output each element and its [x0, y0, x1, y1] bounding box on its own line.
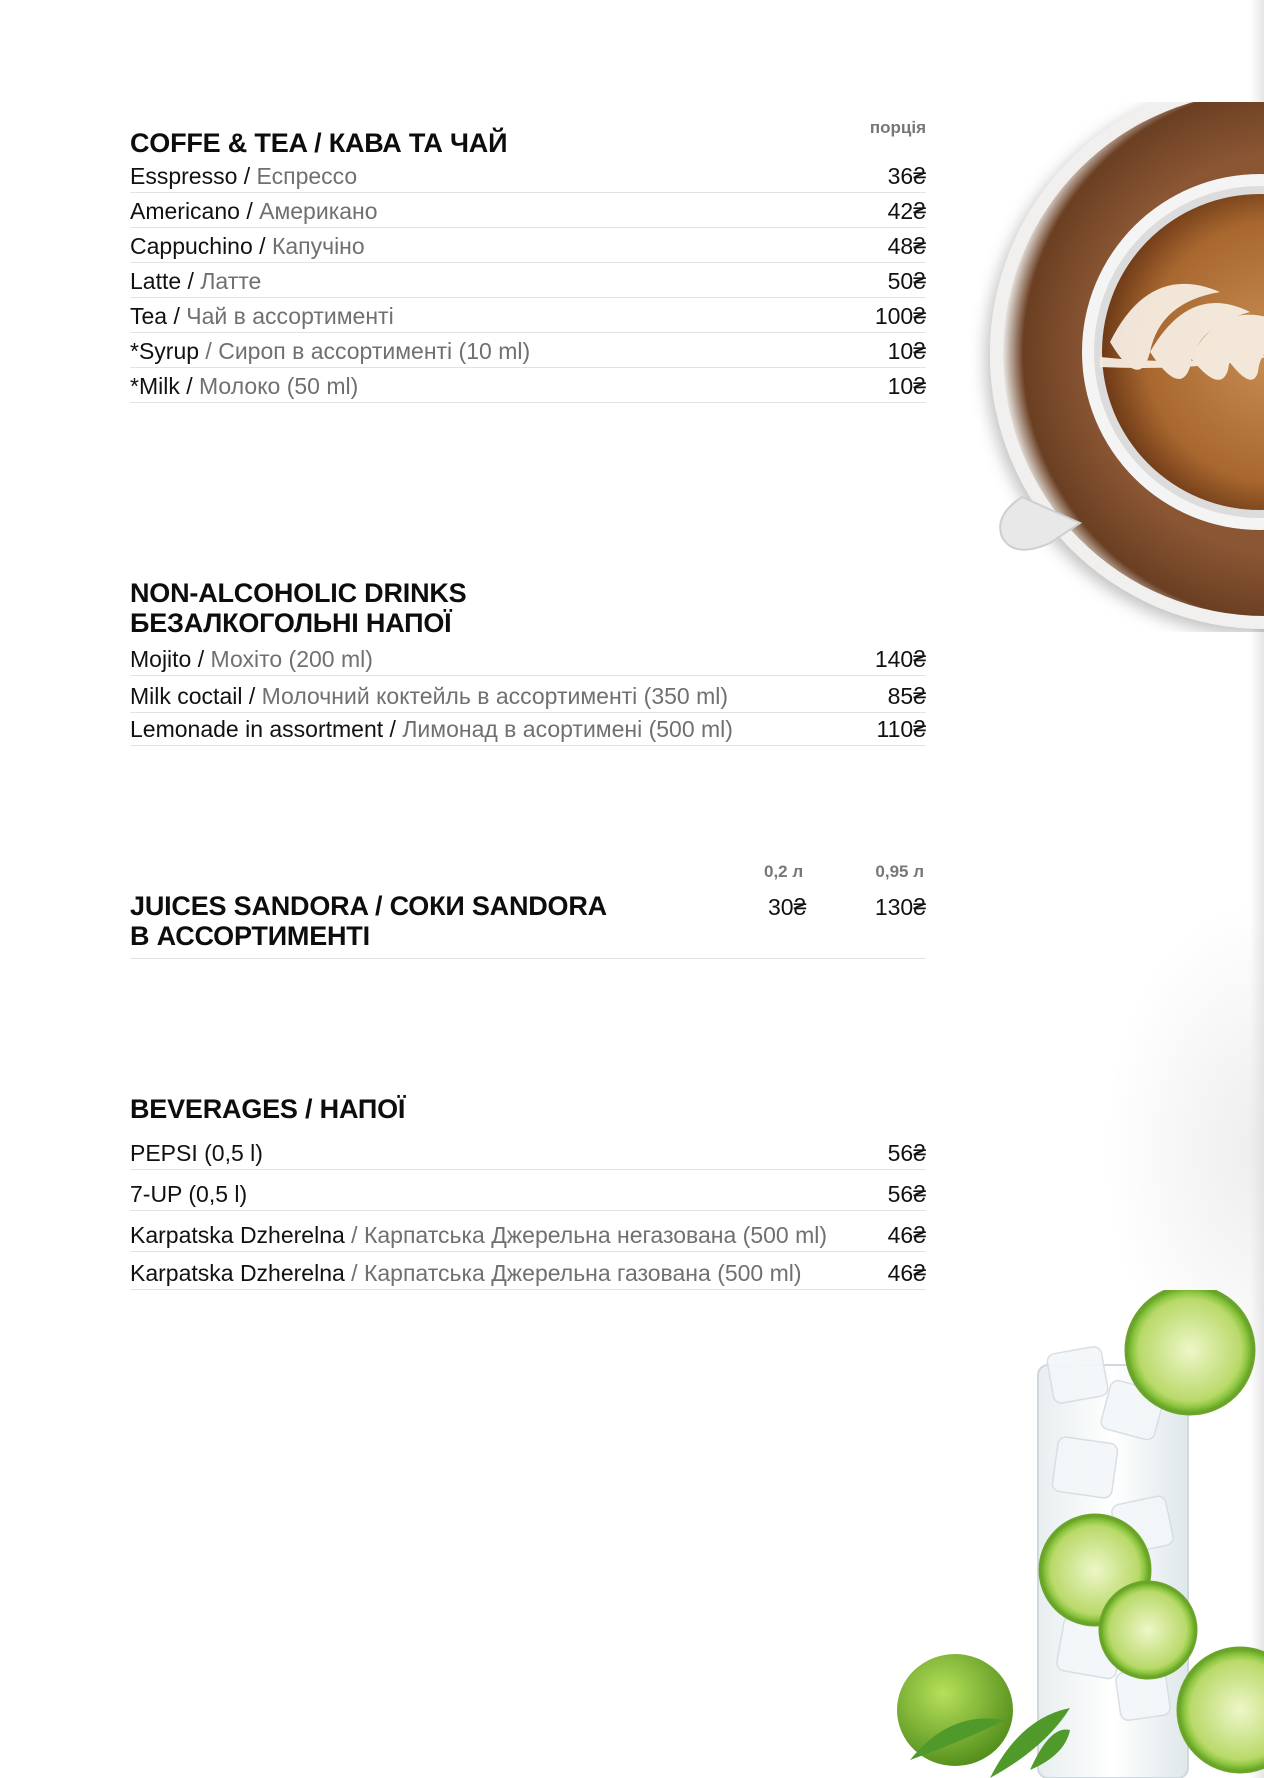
item-price: 36₴ — [887, 163, 926, 189]
item-price: 50₴ — [887, 268, 926, 294]
juice-size-large: 0,95 л — [875, 862, 924, 881]
menu-item-americano: Americano / Американо 42₴ — [130, 193, 926, 228]
menu-item-7up: 7-UP (0,5 l) 56₴ — [130, 1170, 926, 1211]
item-price: 100₴ — [874, 303, 926, 329]
section-title: COFFE & TEA / КАВА ТА ЧАЙ — [130, 128, 508, 158]
section-title-ua: БЕЗАЛКОГОЛЬНІ НАПОЇ — [130, 608, 452, 638]
menu-item-mojito: Mojito / Мохіто (200 ml) 140₴ — [130, 640, 926, 676]
menu-item-pepsi: PEPSI (0,5 l) 56₴ — [130, 1128, 926, 1170]
juice-price-small: 30₴ — [768, 894, 807, 920]
divider — [130, 958, 926, 959]
section-title-en: NON-ALCOHOLIC DRINKS — [130, 578, 467, 608]
section-title-ua: В АССОРТИМЕНТІ — [130, 921, 370, 951]
section-title-en: JUICES SANDORA / СОКИ SANDORA — [130, 891, 607, 921]
juice-size-small: 0,2 л — [764, 862, 804, 881]
section-title: BEVERAGES / НАПОЇ — [130, 1094, 406, 1124]
item-price: 110₴ — [876, 716, 926, 742]
section-juices — [130, 862, 926, 962]
menu-item-latte: Latte / Латте 50₴ — [130, 263, 926, 298]
lime-mojito-glass-icon — [890, 1290, 1264, 1778]
item-price: 56₴ — [887, 1140, 926, 1166]
menu-item-karpatska-still: Karpatska Dzherelna / Карпатська Джерельна негазована (500 ml) 46₴ — [130, 1211, 926, 1252]
menu-item-syrup: *Syrup / Сироп в ассортименті (10 ml) 10₴ — [130, 333, 926, 368]
menu-item-lemonade: Lemonade in assortment / Лимонад в асортимені (500 ml) 110₴ — [130, 713, 926, 746]
section-coffee-tea — [130, 118, 926, 403]
item-price: 46₴ — [887, 1222, 926, 1248]
menu-list — [130, 1128, 926, 1290]
item-price: 48₴ — [887, 233, 926, 259]
item-price: 10₴ — [887, 373, 926, 399]
menu-list — [130, 160, 926, 403]
menu-item-karpatska-sparkling: Karpatska Dzherelna / Карпатська Джерельна газована (500 ml) 46₴ — [130, 1252, 926, 1290]
menu-item-tea: Tea / Чай в ассортименті 100₴ — [130, 298, 926, 333]
menu-item-cappuccino: Cappuchino / Капучіно 48₴ — [130, 228, 926, 263]
section-title — [130, 891, 607, 951]
item-price: 10₴ — [887, 338, 926, 364]
item-price: 46₴ — [887, 1260, 926, 1286]
menu-item-milk-coctail: Milk coctail / Молочний коктейль в ассортименті (350 ml) 85₴ — [130, 676, 926, 713]
section-title — [130, 578, 926, 638]
section-beverages — [130, 1094, 926, 1290]
coffee-latte-art-icon — [960, 102, 1264, 632]
menu-list — [130, 640, 926, 746]
menu-item-milk: *Milk / Молоко (50 ml) 10₴ — [130, 368, 926, 403]
section-non-alcoholic — [130, 578, 926, 746]
item-price: 140₴ — [874, 646, 926, 672]
juice-prices — [756, 894, 926, 921]
portion-column-label: порція — [869, 118, 926, 137]
item-price: 85₴ — [887, 683, 926, 709]
menu-item-espresso: Esspresso / Еспрессо 36₴ — [130, 160, 926, 193]
item-price: 42₴ — [887, 198, 926, 224]
juice-size-header — [756, 862, 926, 882]
juice-price-large: 130₴ — [874, 894, 926, 920]
item-price: 56₴ — [887, 1181, 926, 1207]
